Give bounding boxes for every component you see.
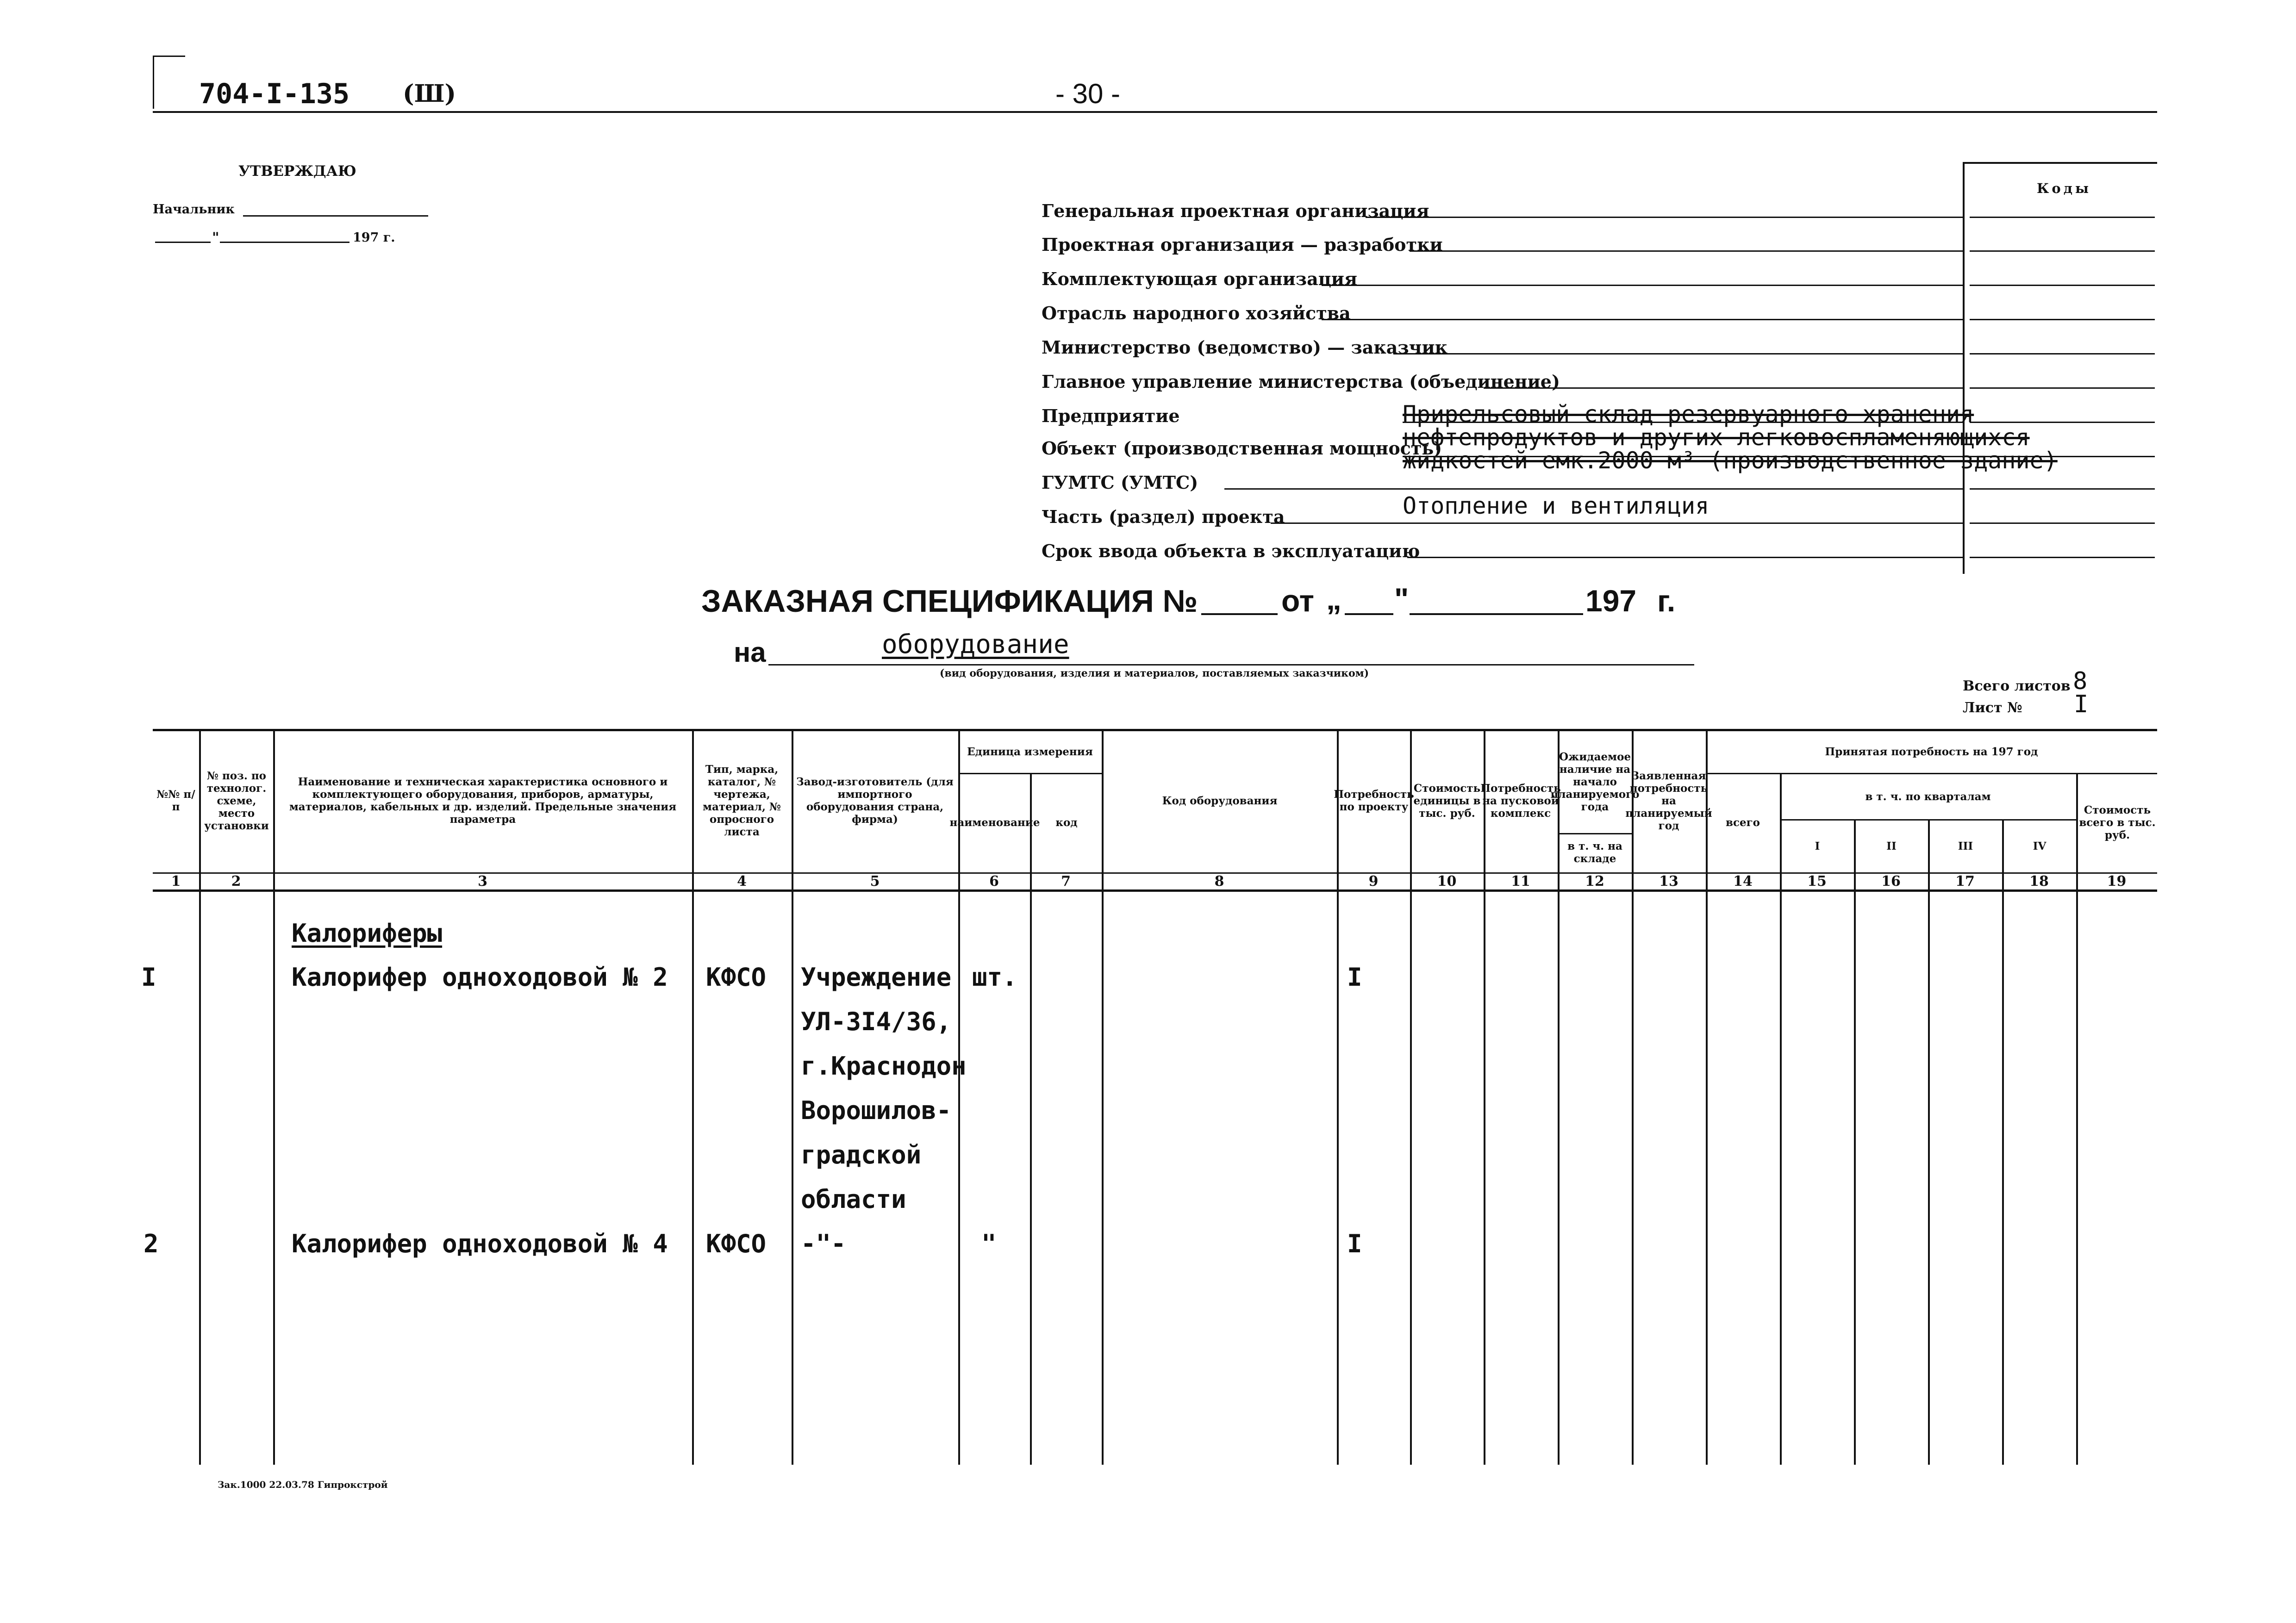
print-note: Зак.1000 22.03.78 Гипрокстрой [218,1479,388,1490]
col-line-17 [1928,819,1930,1465]
spec-day-line[interactable] [1345,613,1393,615]
col-line-2 [199,729,201,1465]
row1-maker-line: области [801,1185,906,1214]
row1-maker-line: Ворошилов- [801,1096,952,1125]
col-number: 19 [2107,873,2127,889]
field-object-label: Объект (производственная мощность) [1042,438,1442,459]
header-rule [153,111,2157,113]
row1-num: I [141,963,156,992]
field-ministry-line[interactable] [1393,353,1963,354]
col-number: 11 [1511,873,1530,889]
col-header-4: Тип, марка, каталог, № чертежа, материал, № опросного листа [702,763,781,838]
unit-subheader-rule [958,773,1102,774]
row2-unit: " [981,1229,997,1258]
col-number: 10 [1437,873,1457,889]
col-number: 15 [1807,873,1827,889]
field-section-label: Часть (раздел) проекта [1042,506,1285,527]
col-number: 17 [1955,873,1975,889]
field-enterprise-label: Предприятие [1042,405,1180,426]
table-header-bottom-rule [153,872,2157,874]
col-header-9: Потребность по проекту [1334,788,1414,813]
field-gumts-value: жидкостей емк.2000 м³ (производственное здание) [1403,447,2058,474]
sheets-total-label: Всего листов [1963,678,2071,694]
spec-year: 197 [1585,584,1637,618]
col-number: 5 [870,873,880,889]
col-line-10 [1410,729,1412,1465]
code-line-3[interactable] [1970,285,2155,286]
col-header-6: наименование [949,816,1040,829]
col-line-4 [692,729,694,1465]
col-header-14: всего [1725,816,1760,829]
row1-unit: шт. [972,963,1017,992]
row2-maker: -"- [801,1229,846,1258]
col-line-18 [2002,819,2004,1465]
spec-on-caption: (вид оборудования, изделия и материалов, поставляемых заказчиком) [940,667,1369,679]
approval-date-quote: " [212,230,219,246]
col-number: 3 [478,873,487,889]
col-header-unit: Единица измерения [967,745,1093,758]
col-number: 13 [1659,873,1678,889]
row2-num: 2 [144,1229,159,1258]
col-line-14 [1706,729,1708,1465]
col-header-15: I [1815,839,1820,852]
col-header-2: № поз. по технолог. схеме, место установки [204,769,269,832]
accepted-subheader-rule [1706,773,2157,774]
code-line-2[interactable] [1970,250,2155,252]
field-deadline-label: Срок ввода объекта в эксплуатацию [1042,541,1420,561]
field-design-org-line[interactable] [1410,250,1963,252]
col-header-11: Потребность на пусковой комплекс [1480,782,1561,820]
col-header-8: Код оборудования [1162,794,1278,807]
field-general-org-label: Генеральная проектная организация [1042,200,1429,221]
spec-on-value: оборудование [882,629,1069,659]
col-number: 1 [171,873,181,889]
col-number: 9 [1368,873,1379,889]
row1-type: КФСО [706,963,767,992]
field-design-org-label: Проектная организация — разработки [1042,234,1443,255]
spec-on-label: на [734,637,766,668]
sheet-value: I [2074,690,2089,718]
spec-on-line[interactable] [768,664,1694,665]
col-line-6 [958,729,960,1465]
row1-maker-line: УЛ-ЗI4/36, [801,1007,952,1036]
spec-year-suffix: г. [1657,584,1676,618]
col-header-13: Заявленная потребность на планируемый год [1625,769,1712,832]
field-industry-label: Отрасль народного хозяйства [1042,303,1351,323]
col-line-9 [1337,729,1339,1465]
col-number: 12 [1585,873,1604,889]
col-header-16: II [1886,839,1897,852]
approval-month-line[interactable] [220,242,349,243]
chief-signature-line[interactable] [243,215,428,217]
code-line-4[interactable] [1970,319,2155,320]
code-line-7[interactable] [1970,422,2155,423]
col-number: 18 [2029,873,2049,889]
col-number: 16 [1881,873,1901,889]
corner-mark-top [153,56,185,57]
field-main-dept-line[interactable] [1484,387,1963,389]
chief-label: Начальник [153,202,235,217]
col-header-12: Ожидаемое наличие на начало планируемого года [1550,750,1640,813]
field-ministry-label: Министерство (ведомство) — заказчик [1042,337,1448,358]
col-header-quarters: в т. ч. по кварталам [1865,790,1991,803]
codes-box-left [1963,162,1965,574]
code-line-9[interactable] [1970,488,2155,490]
code-line-1[interactable] [1970,217,2155,218]
page-number: - 30 - [1055,78,1121,109]
col-header-10: Стоимость единицы в тыс. руб. [1413,782,1481,820]
row1-maker-line: г.Краснодон [801,1051,967,1081]
code-line-6[interactable] [1970,387,2155,389]
codes-header: Коды [2037,180,2092,196]
col-header-18: IV [2033,839,2046,852]
row1-maker-line: Учреждение [801,963,952,992]
field-industry-line[interactable] [1322,319,1963,320]
col-line-16 [1854,819,1856,1465]
col-header-7: код [1055,816,1078,829]
field-section-line[interactable] [1271,522,1963,524]
code-line-5[interactable] [1970,353,2155,354]
col-line-13 [1632,729,1634,1465]
group-title: Калориферы [292,919,443,948]
quarters-subheader-rule [1780,819,2076,821]
sheets-total-value: 8 [2073,667,2088,695]
field-deadline-line[interactable] [1407,557,1963,558]
field-enterprise-value: Прирельсовый склад резервуарного хранения [1403,401,1974,428]
field-complect-org-line[interactable] [1322,285,1963,286]
row2-type: КФСО [706,1229,767,1258]
codes-box-top [1963,162,2157,164]
col-line-11 [1484,729,1485,1465]
col-number: 14 [1733,873,1753,889]
sheet-label: Лист № [1963,700,2022,716]
col-number: 4 [737,873,747,889]
col-number: 6 [989,873,999,889]
col-header-3: Наименование и техническая характеристика основного и комплектующего оборудования, приборов, арматуры, материалов, кабельных и др. изделий. Предельные значения параметра [289,776,677,826]
approval-day-line[interactable] [155,242,211,243]
field-complect-org-label: Комплектующая организация [1042,268,1358,289]
field-object-value: нефтепродуктов и других легковоспламеняющихся [1403,424,2030,451]
field-general-org-line[interactable] [1366,217,1963,218]
spec-number-line[interactable] [1201,613,1278,615]
col-line-3 [273,729,275,1465]
field-main-dept-label: Главное управление министерства (объединение) [1042,371,1560,392]
col-number: 7 [1061,873,1071,889]
col-line-5 [792,729,793,1465]
doc-volume: (Ш) [403,80,456,108]
col-header-17: III [1958,839,1973,852]
col-line-8 [1102,729,1104,1465]
col-header-5: Завод-изготовитель (для импортного оборудования страна, фирма) [796,776,954,826]
doc-code: 704-I-135 [199,78,350,110]
row1-name: Калорифер одноходовой № 2 [292,963,668,992]
col-number: 8 [1214,873,1224,889]
approval-year: 197 г. [353,230,395,245]
spec-date-quote-open: „ [1326,582,1341,616]
field-enterprise-line[interactable] [1403,422,1963,423]
col-number: 2 [231,873,241,889]
col-header-1: №№ п/п [156,788,195,813]
row1-maker-line: градской [801,1140,922,1169]
field-section-value: Отопление и вентиляция [1403,492,1710,519]
spec-title: ЗАКАЗНАЯ СПЕЦИФИКАЦИЯ № [701,584,1198,619]
col-header-accepted: Принятая потребность на 197 год [1825,745,2038,758]
row2-name: Калорифер одноходовой № 4 [292,1229,668,1258]
table-numbers-bottom-rule [153,889,2157,892]
spec-from-label: от [1281,584,1314,618]
code-line-11[interactable] [1970,557,2155,558]
col-header-19: Стоимость всего в тыс. руб. [2079,804,2156,841]
spec-date-quote-close: " [1394,582,1409,616]
spec-month-line[interactable] [1410,613,1583,615]
corner-mark [153,56,154,109]
approval-title: УТВЕРЖДАЮ [238,163,356,180]
row1-qty: I [1347,963,1362,992]
row2-qty: I [1347,1229,1362,1258]
field-gumts-line[interactable] [1224,488,1963,490]
col-header-12-stock: в т. ч. на складе [1567,840,1622,865]
code-line-10[interactable] [1970,522,2155,524]
field-gumts-label: ГУМТС (УМТС) [1042,472,1198,493]
